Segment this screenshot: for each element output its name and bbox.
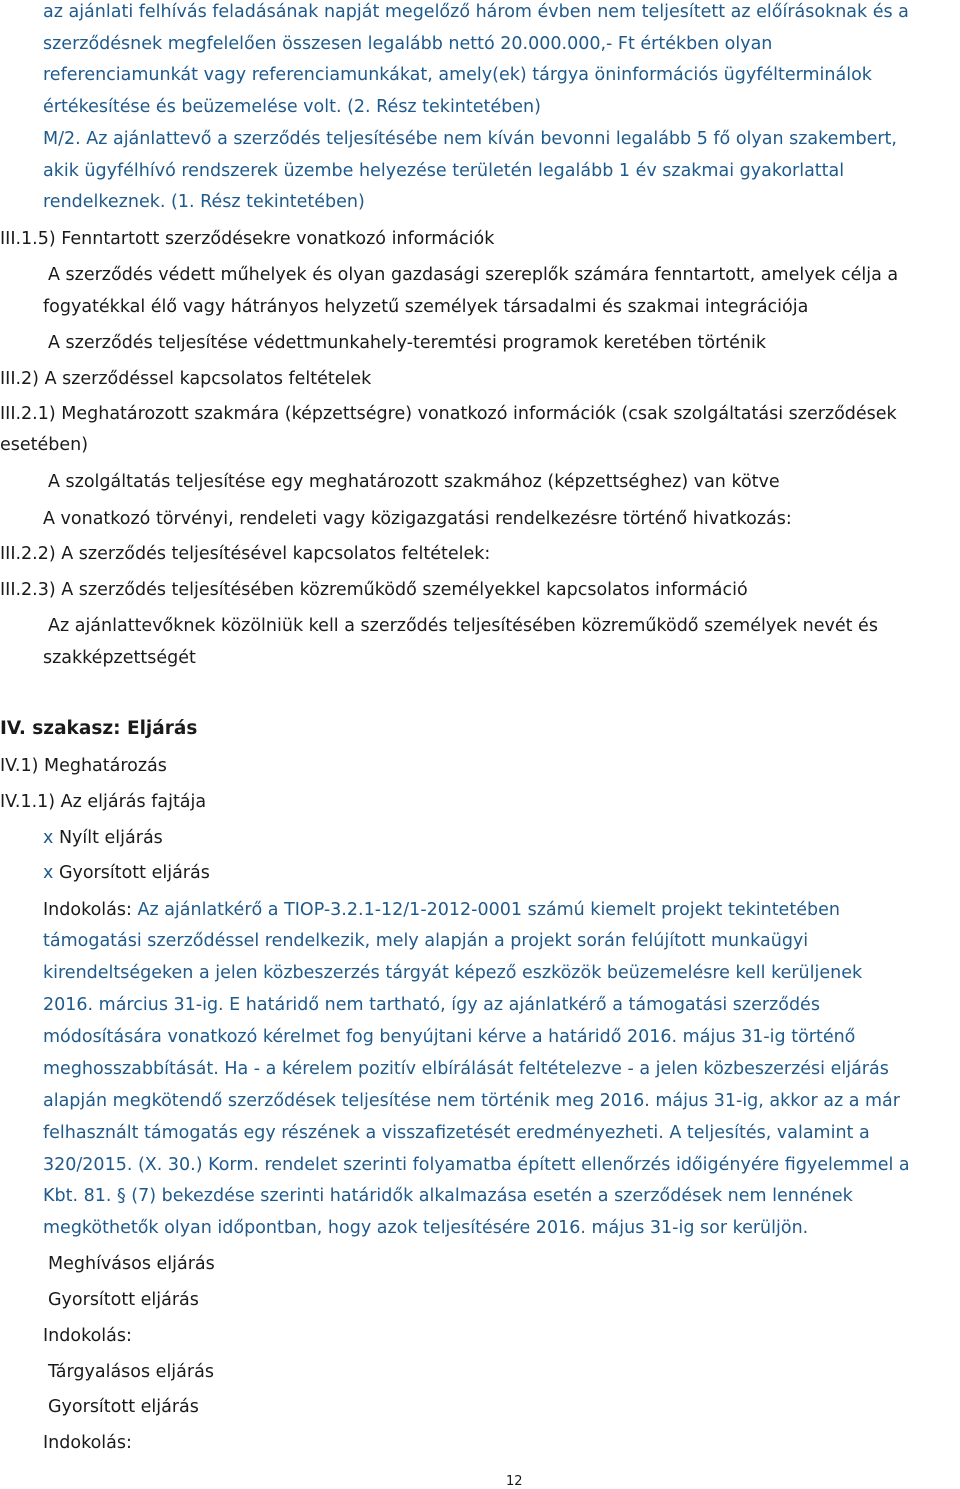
procedure-option: Gyorsított eljárás	[48, 1397, 199, 1417]
check-mark-icon: x	[43, 863, 54, 883]
justification-text: kirendeltségeken a jelen közbeszerzés tárgyát képező eszközök beüzemelésre kell kerüljenek	[43, 963, 863, 983]
procedure-option: Meghívásos eljárás	[48, 1254, 215, 1274]
procedure-option: Gyorsított eljárás	[48, 1290, 199, 1310]
text-line: szakképzettségét	[43, 648, 196, 668]
procedure-option: Tárgyalásos eljárás	[48, 1362, 214, 1382]
text-line: az ajánlati felhívás feladásának napját megelőző három évben nem teljesített az előírásoknak és a	[43, 2, 909, 22]
check-mark-icon: x	[43, 828, 54, 848]
text-line: A szerződés teljesítése védettmunkahely-teremtési programok keretében történik	[48, 333, 767, 353]
procedure-option-accelerated	[43, 862, 210, 884]
justification-text: Kbt. 81. § (7) bekezdése szerinti határidők alkalmazása esetén a szerződések nem lennének	[43, 1186, 853, 1206]
justification-text: támogatási szerződéssel rendelkezik, mely alapján a projekt során felújított munkaügyi	[43, 931, 809, 951]
text-line: A szerződés védett műhelyek és olyan gazdasági szereplők számára fenntartott, amelyek célja a	[48, 265, 899, 285]
justification-text: felhasznált támogatás egy részének a visszafizetését eredményezheti. A teljesítés, valamint a	[43, 1123, 870, 1143]
section-heading: esetében)	[0, 435, 89, 455]
justification-text: Az ajánlatkérő a TIOP-3.2.1-12/1-2012-0001 számú kiemelt projekt tekintetében	[137, 900, 840, 920]
justification-line	[43, 899, 840, 921]
section-heading: III.2) A szerződéssel kapcsolatos feltételek	[0, 369, 372, 389]
text-line: fogyatékkal élő vagy hátrányos helyzetű személyek társadalmi és szakmai integrációja	[43, 297, 809, 317]
justification-text: 320/2015. (X. 30.) Korm. rendelet szerinti folyamatba épített ellenőrzés időigényére figyelemmel a	[43, 1155, 910, 1175]
justification-text: alapján megkötendő szerződések teljesítése nem történik meg 2016. május 31-ig, akkor az a már	[43, 1091, 900, 1111]
text-line: M/2. Az ajánlattevő a szerződés teljesítésébe nem kíván bevonni legalább 5 fő olyan szakembert,	[43, 129, 897, 149]
text-line: referenciamunkát vagy referenciamunkákat, amely(ek) tárgya öninformációs ügyfélterminálok	[43, 65, 872, 85]
justification-label: Indokolás:	[43, 1433, 132, 1453]
section-heading: III.2.3) A szerződés teljesítésében közreműködő személyekkel kapcsolatos információ	[0, 580, 748, 600]
section-heading: IV.1.1) Az eljárás fajtája	[0, 792, 207, 812]
option-label: Nyílt eljárás	[58, 828, 163, 848]
section-heading: III.1.5) Fenntartott szerződésekre vonatkozó információk	[0, 229, 495, 249]
justification-label: Indokolás:	[43, 1326, 132, 1346]
section-heading: III.2.1) Meghatározott szakmára (képzettségre) vonatkozó információk (csak szolgáltatási szerződések	[0, 404, 897, 424]
justification-text: 2016. március 31-ig. E határidő nem tartható, így az ajánlatkérő a támogatási szerződés	[43, 995, 820, 1015]
procedure-option-open	[43, 827, 163, 849]
text-line: szerződésnek megfelelően összesen legalább nettó 20.000.000,- Ft értékben olyan	[43, 34, 773, 54]
text-line: A szolgáltatás teljesítése egy meghatározott szakmához (képzettséghez) van kötve	[48, 472, 780, 492]
section-heading: III.2.2) A szerződés teljesítésével kapcsolatos feltételek:	[0, 544, 491, 564]
text-line: A vonatkozó törvényi, rendeleti vagy közigazgatási rendelkezésre történő hivatkozás:	[43, 509, 792, 529]
text-line: Az ajánlattevőknek közölniük kell a szerződés teljesítésében közreműködő személyek nevét és	[48, 616, 878, 636]
justification-text: módosítására vonatkozó kérelmet fog benyújtani kérve a határidő 2016. május 31-ig történő	[43, 1027, 856, 1047]
text-line: rendelkeznek. (1. Rész tekintetében)	[43, 192, 365, 212]
page-number: 12	[506, 1474, 523, 1489]
justification-text: megköthetők olyan időpontban, hogy azok teljesítésére 2016. május 31-ig sor kerüljön.	[43, 1218, 809, 1238]
justification-label: Indokolás:	[43, 900, 132, 920]
option-label: Gyorsított eljárás	[58, 863, 210, 883]
section-title: IV. szakasz: Eljárás	[0, 718, 198, 739]
justification-text: meghosszabbítását. Ha - a kérelem pozitív elbírálását feltételezve - a jelen közbeszerzési eljárás	[43, 1059, 889, 1079]
text-line: akik ügyfélhívó rendszerek üzembe helyezése területén legalább 1 év szakmai gyakorlattal	[43, 161, 845, 181]
text-line: értékesítése és beüzemelése volt. (2. Rész tekintetében)	[43, 97, 541, 117]
section-heading: IV.1) Meghatározás	[0, 756, 167, 776]
